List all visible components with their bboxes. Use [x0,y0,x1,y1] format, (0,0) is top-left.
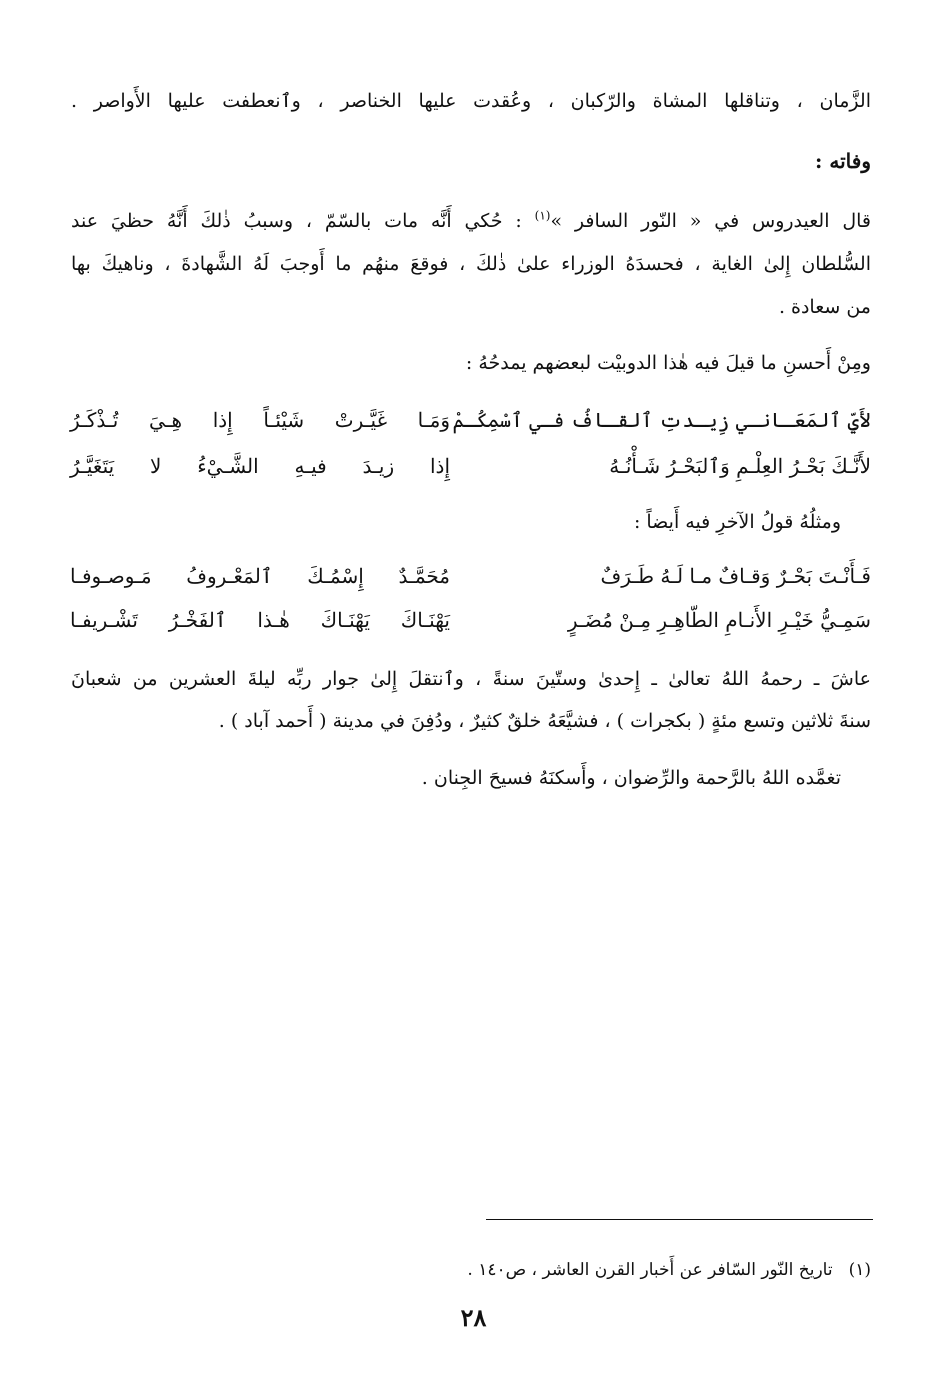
poem-intro-2: ومثلُهُ قولُ الآخرِ فيه أَيضاً : [633,511,841,533]
text-line-life-2: سنةَ ثلاثين وتسع مئةٍ ( بكجرات ) ، فشيَّعَهُ خلقٌ كثيرٌ ، ودُفِنَ في مدينة ( أَحمد آباد ) . [218,710,871,732]
closing-prayer: تغمَّده اللهُ بالرَّحمة والرِّضوان ، وأَسكنَهُ فسيحَ الجِنان . [421,767,841,789]
poem-1-verse-2-right: لأَنَّـكَ بَحْـرُ العِلْـمِ وَٱلبَحْـرُ شَـأْنُـهُ [609,454,871,478]
poem-2-verse-1-left: مُحَمَّـدٌ إِسْمُـكَ ٱلمَعْـروفُ مَـوصـوفـا [70,564,450,588]
poem-intro-1: ومِنْ أَحسنِ ما قيلَ فيه هٰذا الدوبيْت لبعضهم يمدحُهُ : [465,352,871,374]
section-heading: وفاته : [815,149,871,173]
page-number: ٢٨ [460,1303,487,1332]
text-line-continuation: الزَّمان ، وتناقلها المشاة والرّكبان ، وعُقدت عليها الخناصر ، وٱنعطفت عليها الأَواصر . [71,90,871,112]
quote-source: قال العيدروس في « النّور السافر » [550,210,872,232]
poem-1-verse-1-right: لأَيِّ ٱلمَعَـانـي زِيـدتِ ٱلقـافُ فـي ٱسْمِكُـمْ [452,408,871,432]
text-line-death-2: السُّلطان إِلىٰ الغاية ، فحسدَهُ الوزراء علىٰ ذٰلكَ ، فوقعَ منهُم ما أَوجبَ لَهُ الشَّهادةَ ، وناهيكَ بها [71,253,871,275]
quote-text: : حُكي أَنَّه مات بالسّمّ ، وسببُ ذٰلكَ أَنَّهُ حظيَ عند [71,210,535,232]
poem-1-verse-1-left: وَمَـا غَيَّـرتْ شَيْئـاً إِذا هِـيَ تُـذْكَـرُ [70,408,450,432]
footnote-separator [486,1219,873,1220]
text-line-life-1: عاشَ ـ رحمهُ اللهُ تعالىٰ ـ إِحدىٰ وستّينَ سنةً ، وٱنتقلَ إِلىٰ جوار ربِّه ليلةَ العشرين من شعبانَ [71,668,871,690]
poem-2-verse-2-left: يَهْنَـاكَ يَهْنَـاكَ هٰـذا ٱلفَخْـرُ تَشْـريفـا [70,608,450,632]
poem-1-verse-2-left: إِذا زيـدَ فيـهِ الشَّـيْءُ لا يَتَغَيَّـرُ [70,454,450,478]
text-line-death-3: من سعادة . [778,296,871,318]
footnote-number: (١) [848,1260,871,1280]
footnote-text: تاريخ النّور السّافر عن أَخبار القرن العاشر ، ص١٤٠ . [467,1260,833,1280]
footnote [71,1256,871,1284]
poem-2-verse-2-right: سَمِـيُّ خَيْـرِ الأَنـامِ الطّاهِـرِ مِـنْ مُضَـرٍ [567,608,871,632]
text-line-death-1 [71,206,871,236]
footnote-reference: (١) [534,208,551,223]
poem-2-verse-1-right: فَـأَنْـتَ بَحْـرٌ وَقـافٌ مـا لَـهُ طَـرَفٌ [600,564,871,588]
